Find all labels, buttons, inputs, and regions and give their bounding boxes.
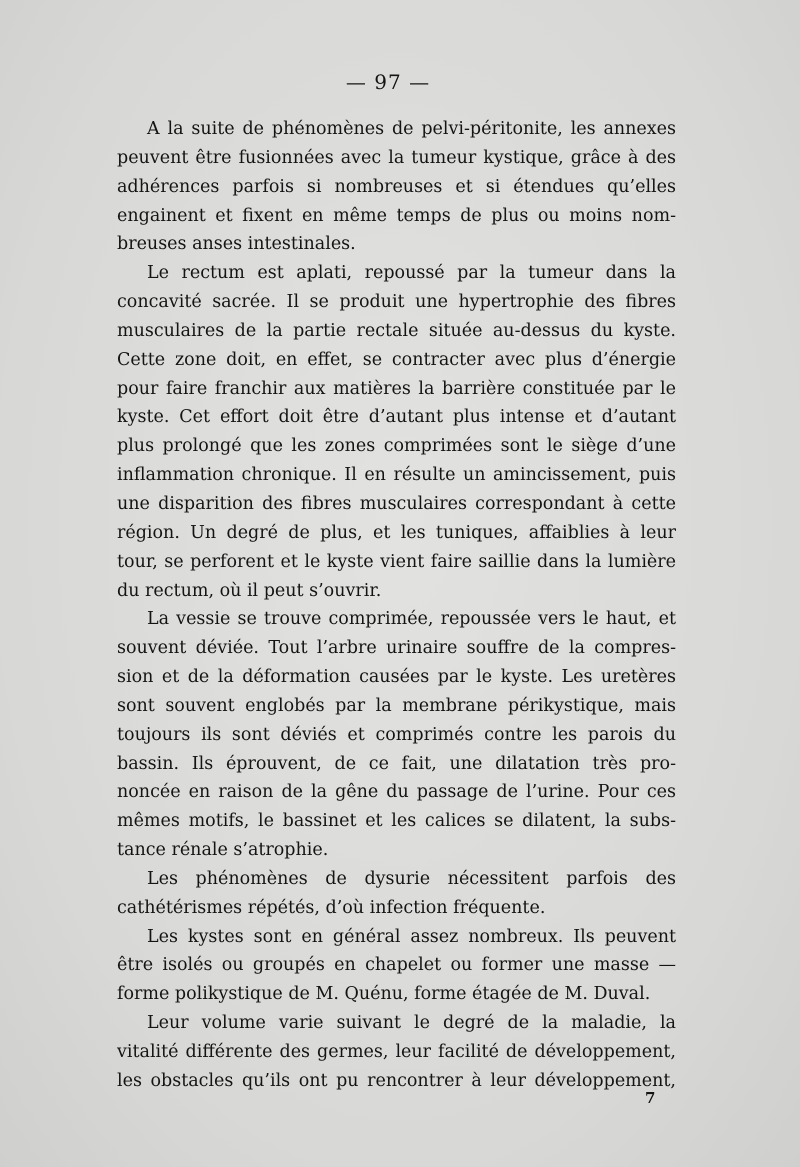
text-line: adhérences parfois si nombreuses et si étendues qu’elles <box>117 176 676 197</box>
text-line: forme polikystique de M. Quénu, forme étagée de M. Duval. <box>117 984 651 1005</box>
text-line: Les kystes sont en général assez nombreux. Ils peuvent <box>147 926 676 947</box>
text-line: sont souvent englobés par la membrane périkystique, mais <box>117 695 676 716</box>
paragraph <box>117 865 676 923</box>
text-line: inflammation chronique. Il en résulte un amincissement, puis <box>117 465 676 486</box>
text-line: cathétérismes répétés, d’où infection fréquente. <box>117 897 546 918</box>
text-line: Le rectum est aplati, repoussé par la tumeur dans la <box>147 263 676 284</box>
text-line: tour, se perforent et le kyste vient faire saillie dans la lumière <box>117 551 676 572</box>
text-line: sion et de la déformation causées par le kyste. Les uretères <box>117 667 676 688</box>
paragraph <box>117 923 676 1010</box>
text-line: tance rénale s’atrophie. <box>117 840 329 861</box>
text-line: noncée en raison de la gêne du passage de l’urine. Pour ces <box>117 782 676 803</box>
paragraph <box>117 605 676 865</box>
text-line: peuvent être fusionnées avec la tumeur kystique, grâce à des <box>117 147 676 168</box>
text-line: Les phénomènes de dysurie nécessitent parfois des <box>147 868 676 889</box>
text-line: toujours ils sont déviés et comprimés contre les parois du <box>117 724 676 745</box>
paragraph <box>117 115 676 259</box>
text-line: musculaires de la partie rectale située au-dessus du kyste. <box>117 320 676 341</box>
text-line: La vessie se trouve comprimée, repoussée vers le haut, et <box>147 609 676 630</box>
text-line: région. Un degré de plus, et les tuniques, affaiblies à leur <box>117 522 676 543</box>
signature-mark: 7 <box>645 1089 656 1107</box>
text-line: A la suite de phénomènes de pelvi-péritonite, les annexes <box>147 119 676 139</box>
text-line: pour faire franchir aux matières la barrière constituée par le <box>117 378 676 399</box>
text-line: engainent et fixent en même temps de plus ou moins nom- <box>117 205 676 226</box>
text-line: les obstacles qu’ils ont pu rencontrer à leur développement, <box>117 1070 676 1091</box>
text-line: une disparition des fibres musculaires correspondant à cette <box>117 493 676 514</box>
text-line: plus prolongé que les zones comprimées sont le siège d’une <box>117 436 676 457</box>
text-line: Leur volume varie suivant le degré de la maladie, la <box>147 1013 676 1034</box>
text-line: breuses anses intestinales. <box>117 234 356 255</box>
body-text <box>117 115 676 1096</box>
paragraph <box>117 259 676 605</box>
text-line: mêmes motifs, le bassinet et les calices se dilatent, la subs- <box>117 811 676 832</box>
text-line: bassin. Ils éprouvent, de ce fait, une dilatation très pro- <box>117 753 676 774</box>
text-line: être isolés ou groupés en chapelet ou former une masse — <box>117 955 676 976</box>
paragraph <box>117 1009 676 1096</box>
text-line: Cette zone doit, en effet, se contracter avec plus d’énergie <box>117 349 676 370</box>
text-line: concavité sacrée. Il se produit une hypertrophie des fibres <box>117 292 676 313</box>
text-line: du rectum, où il peut s’ouvrir. <box>117 580 382 601</box>
page-number: — 97 — <box>345 70 431 94</box>
text-line: vitalité différente des germes, leur facilité de développement, <box>117 1042 676 1062</box>
text-line: souvent déviée. Tout l’arbre urinaire souffre de la compres- <box>117 638 676 659</box>
text-line: kyste. Cet effort doit être d’autant plus intense et d’autant <box>117 407 676 428</box>
